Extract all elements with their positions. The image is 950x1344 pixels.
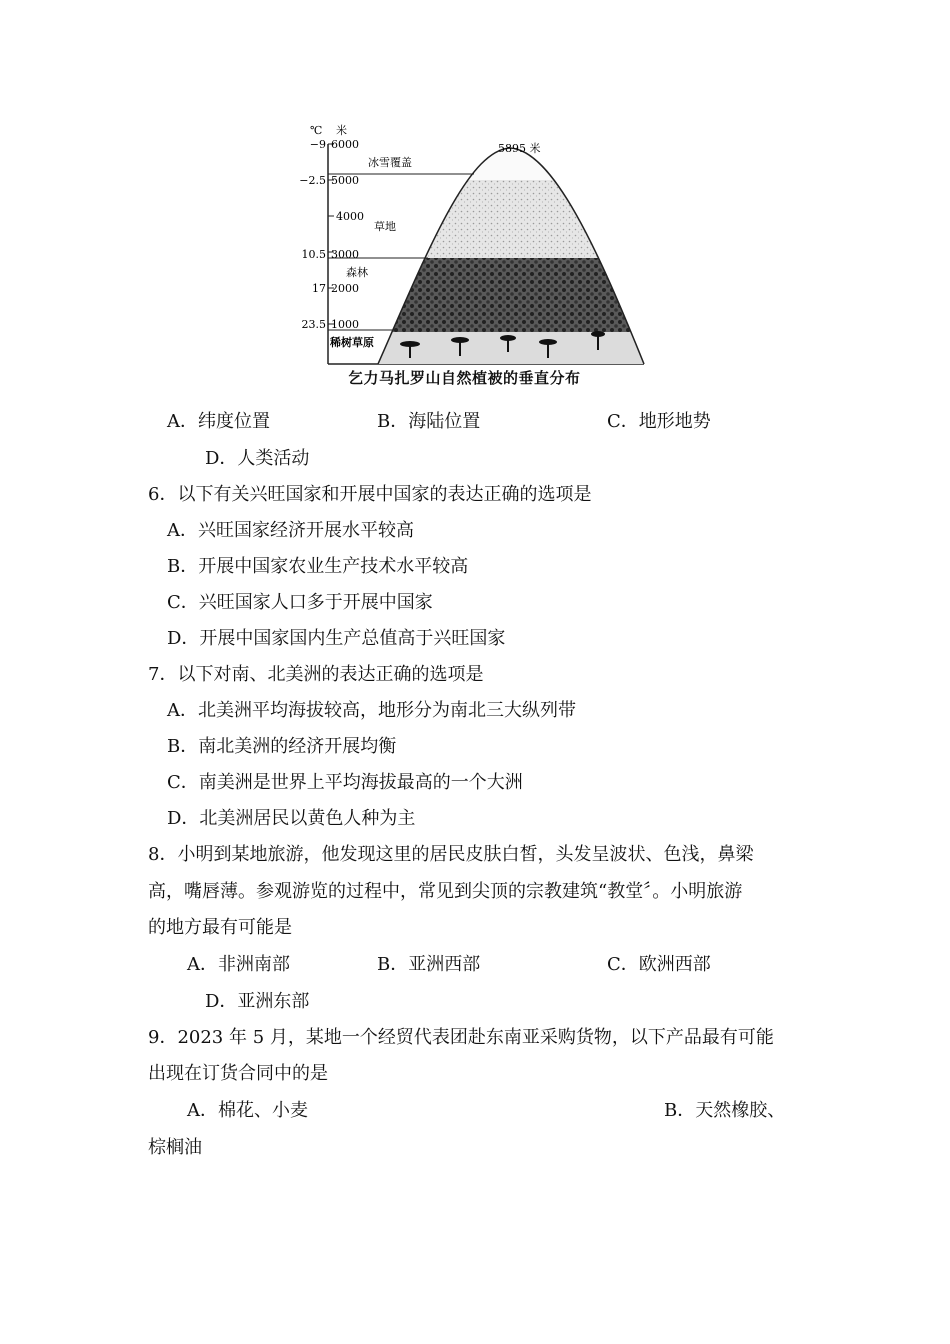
temp-label: 17	[312, 282, 326, 295]
q8-stem-line3: 的地方最有可能是	[148, 917, 292, 938]
height-label: 2000	[331, 282, 359, 295]
q6-option-c: C．兴旺国家人口多于开展中国家	[167, 592, 433, 613]
zone-label-forest: 森林	[346, 266, 368, 279]
q6-stem: 6．以下有关兴旺国家和开展中国家的表达正确的选项是	[148, 484, 592, 505]
q8-option-c: C．欧洲西部	[607, 954, 711, 975]
q8-option-a: A．非洲南部	[187, 954, 290, 975]
height-label: 1000	[331, 318, 359, 331]
height-label: 5000	[331, 174, 359, 187]
q7-option-a: A．北美洲平均海拔较高，地形分为南北三大纵列带	[167, 700, 576, 721]
q9-stem-line2: 出现在订货合同中的是	[148, 1063, 328, 1084]
q7-option-b: B．南北美洲的经济开展均衡	[167, 736, 397, 757]
q8-stem-line2: 高，嘴唇薄。参观游览的过程中，常见到尖顶的宗教建筑“教堂〞。小明旅游	[148, 881, 743, 902]
q8-stem-line1: 8．小明到某地旅游，他发现这里的居民皮肤白皙，头发呈波状、色浅，鼻梁	[148, 844, 754, 865]
q7-option-c: C．南美洲是世界上平均海拔最高的一个大洲	[167, 772, 523, 793]
height-label: 3000	[331, 248, 359, 261]
q8-option-d: D．亚洲东部	[205, 991, 310, 1012]
temp-label: −9	[309, 138, 326, 151]
q5-option-a: A．纬度位置	[167, 411, 270, 432]
q6-option-b: B．开展中国家农业生产技术水平较高	[167, 556, 469, 577]
unit-celsius: ℃	[310, 124, 323, 137]
height-label: 4000	[336, 210, 364, 223]
peak-label: 5895 米	[498, 142, 541, 155]
q9-stem-line1: 9．2023 年 5 月，某地一个经贸代表团赴东南亚采购货物，以下产品最有可能	[148, 1027, 774, 1048]
zone-label-ice: 冰雪覆盖	[368, 156, 412, 169]
q6-option-a: A．兴旺国家经济开展水平较高	[167, 520, 414, 541]
q7-stem: 7．以下对南、北美洲的表达正确的选项是	[148, 664, 484, 685]
q8-option-b: B．亚洲西部	[377, 954, 481, 975]
zone-label-grass: 草地	[374, 220, 396, 233]
q5-option-d: D．人类活动	[205, 448, 310, 469]
q9-option-a: A．棉花、小麦	[187, 1100, 308, 1121]
q7-option-d: D．北美洲居民以黄色人种为主	[167, 808, 416, 829]
zone-label-savanna: 稀树草原	[330, 336, 374, 349]
q6-option-d: D．开展中国家国内生产总值高于兴旺国家	[167, 628, 506, 649]
unit-meter: 米	[336, 124, 347, 137]
temp-label: 23.5	[301, 318, 326, 331]
figure-caption: 乞力马扎罗山自然植被的垂直分布	[348, 369, 581, 387]
temp-label: −2.5	[299, 174, 326, 187]
mountain-diagram	[298, 120, 658, 390]
q5-option-b: B．海陆位置	[377, 411, 481, 432]
q9-option-b-continued: 棕榈油	[148, 1137, 202, 1158]
q5-option-c: C．地形地势	[607, 411, 711, 432]
temp-label: 10.5	[301, 248, 326, 261]
vegetation-figure	[298, 120, 658, 390]
height-label: 6000	[331, 138, 359, 151]
q9-option-b: B．天然橡胶、	[664, 1100, 786, 1121]
